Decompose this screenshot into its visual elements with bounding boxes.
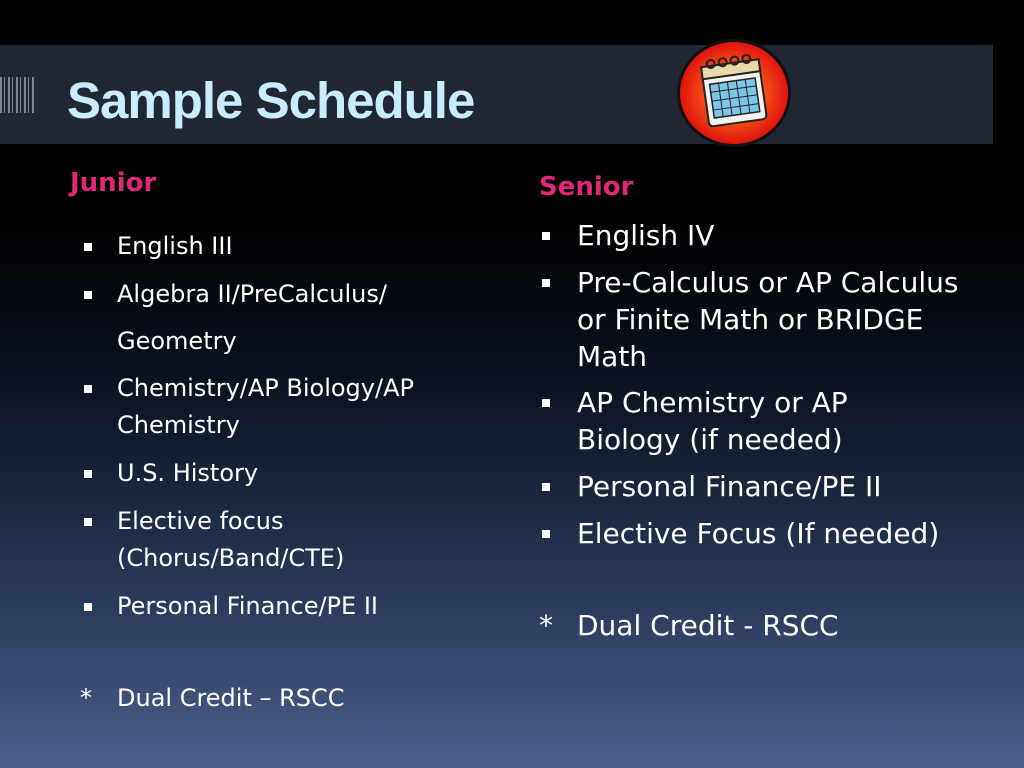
senior-note-marker: * — [539, 609, 553, 642]
junior-note-marker: * — [80, 684, 92, 712]
senior-note: Dual Credit - RSCC — [577, 609, 839, 642]
junior-note: Dual Credit – RSCC — [117, 684, 345, 712]
slide-title: Sample Schedule — [67, 72, 475, 129]
list-item: Personal Finance/PE II — [577, 468, 997, 505]
bullet-icon — [84, 243, 92, 251]
list-item: Chemistry/AP Biology/AP Chemistry — [117, 370, 477, 444]
bullet-icon — [542, 232, 550, 240]
bullet-icon — [84, 385, 92, 393]
junior-heading: Junior — [70, 168, 157, 198]
list-item-continuation: Geometry — [117, 327, 237, 355]
title-bar — [0, 45, 993, 144]
list-item: Algebra II/PreCalculus/ — [117, 276, 477, 313]
list-item: Elective Focus (If needed) — [577, 515, 997, 552]
bullet-icon — [542, 399, 550, 407]
list-item: Personal Finance/PE II — [117, 588, 477, 625]
bullet-icon — [84, 603, 92, 611]
bullet-icon — [84, 518, 92, 526]
bullet-icon — [542, 483, 550, 491]
list-item: AP Chemistry or AP Biology (if needed) — [577, 384, 897, 458]
list-item: U.S. History — [117, 455, 477, 492]
list-item: Pre-Calculus or AP Calculus or Finite Math or BRIDGE Math — [577, 264, 977, 375]
list-item: Elective focus (Chorus/Band/CTE) — [117, 503, 477, 577]
bullet-icon — [84, 470, 92, 478]
bullet-icon — [542, 279, 550, 287]
senior-heading: Senior — [539, 172, 634, 202]
list-item: English IV — [577, 217, 997, 254]
decorative-stripes — [0, 77, 36, 113]
list-item: English III — [117, 228, 477, 265]
calendar-icon — [675, 37, 793, 149]
bullet-icon — [84, 291, 92, 299]
bullet-icon — [542, 530, 550, 538]
